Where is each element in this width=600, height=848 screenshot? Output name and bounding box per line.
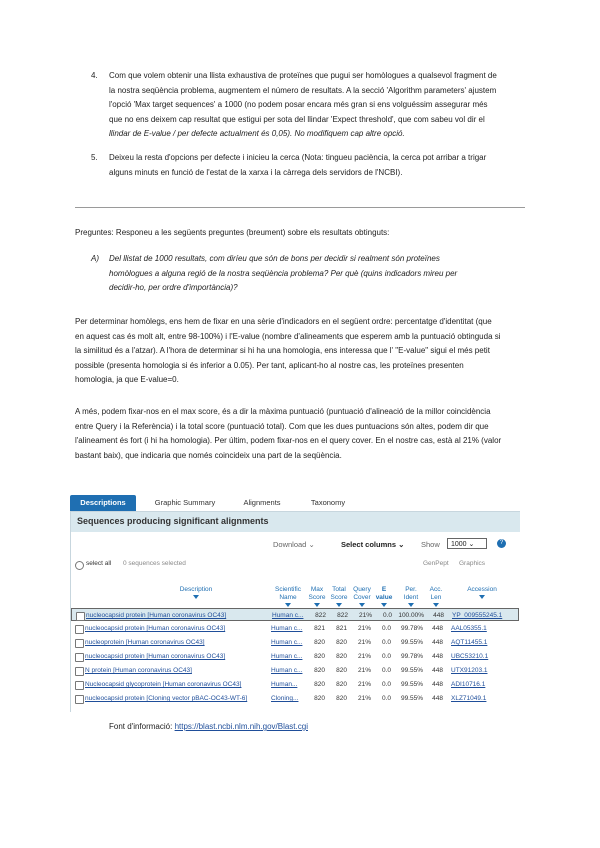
row-query-cover: 21% <box>358 612 372 619</box>
show-label: Show <box>421 540 440 549</box>
row-per-ident: 99.78% <box>400 625 423 632</box>
row-per-ident: 99.55% <box>400 667 423 674</box>
row-scientific-name[interactable]: Human c... <box>271 667 303 674</box>
questions-intro: Preguntes: Responeu a les següents preguntes (breument) sobre els resultats obtinguts: <box>75 228 390 237</box>
row-max-score: 822 <box>315 612 326 619</box>
row-description[interactable]: Nucleocapsid glycoprotein [Human coronavirus OC43] <box>85 681 242 688</box>
sort-arrow-icon <box>408 603 414 607</box>
row-scientific-name[interactable]: Human c... <box>271 653 303 660</box>
results-panel <box>70 511 520 712</box>
answer-1-line-1: Per determinar homòlegs, ens hem de fixar en una sèrie d'indicadors en el següent ordre: percentatge d'identitat (que <box>75 317 492 326</box>
select-all-checkbox[interactable] <box>75 561 84 570</box>
answer-paragraph-1 <box>75 315 525 388</box>
answer-2-line-3: l'alineament és fort (i hi ha homologia). Per últim, podem fixar-nos en el query cover. En el nostre cas, està al 21% (valor <box>75 436 502 446</box>
row-query-cover: 21% <box>357 625 371 632</box>
row-query-cover: 21% <box>357 653 371 660</box>
chevron-down-icon: ⌄ <box>468 541 475 548</box>
row-total-score: 820 <box>336 667 347 674</box>
step-5-line-1: Deixeu la resta d'opcions per defecte i inicieu la cerca (Nota: tingueu paciència, la cerca pot arribar a trigar <box>109 153 487 162</box>
row-total-score: 820 <box>336 681 347 688</box>
row-total-score: 822 <box>337 612 348 619</box>
panel-header <box>71 512 520 532</box>
answer-1-line-5: homologia, ja que E-value=0. <box>75 375 179 385</box>
row-accession[interactable]: YP_009555245.1 <box>452 612 503 619</box>
blast-results-screenshot <box>70 492 520 712</box>
column-header-per-ident[interactable] <box>399 586 423 607</box>
selected-count: 0 sequences selected <box>123 560 186 567</box>
table-row[interactable] <box>71 636 519 649</box>
row-max-score: 820 <box>314 653 325 660</box>
answer-1-line-3: la similitud és a l'atzar). A l'hora de determinar si hi ha una homologia, ens interessa que l' "E-value" sigui el més petit <box>75 346 490 356</box>
row-scientific-name[interactable]: Human c... <box>271 625 303 632</box>
row-scientific-name[interactable]: Human c... <box>271 639 303 646</box>
show-count-select[interactable] <box>447 538 487 549</box>
column-header-accession-label: Accession <box>467 586 497 593</box>
row-total-score: 821 <box>336 625 347 632</box>
row-description[interactable]: N protein [Human coronavirus OC43] <box>85 667 192 674</box>
select-columns-label: Select columns <box>341 540 397 549</box>
question-a-line-2: homòlogues a alguna regió de la nostra seqüència problema? Per què (quins indicadors mireu per <box>109 268 458 278</box>
panel-title: Sequences producing significant alignments <box>77 516 269 526</box>
row-acc-len: 448 <box>432 639 443 646</box>
row-accession[interactable]: UTX91203.1 <box>451 667 488 674</box>
row-acc-len: 448 <box>433 612 444 619</box>
section-divider <box>75 207 525 208</box>
table-row[interactable] <box>71 622 519 635</box>
question-a-line-1: Del llistat de 1000 resultats, com diríeu que són de bons per decidir si realment són proteïnes <box>109 254 440 263</box>
row-scientific-name[interactable]: Human c... <box>272 612 304 619</box>
row-accession[interactable]: AAL05355.1 <box>451 625 487 632</box>
question-a-label: A) <box>91 254 99 263</box>
column-header-acc-len[interactable] <box>427 586 445 607</box>
show-count-value: 1000 <box>451 541 467 548</box>
table-row[interactable] <box>71 650 519 663</box>
row-e-value: 0.0 <box>382 612 392 619</box>
row-query-cover: 21% <box>357 695 371 702</box>
help-icon[interactable]: ? <box>497 539 506 548</box>
sort-arrow-icon <box>433 603 439 607</box>
column-header-query-cover[interactable] <box>351 586 373 607</box>
answer-2-line-4: bastant baix), que indicaria que només coincideix una part de la seqüència. <box>75 450 342 460</box>
row-checkbox[interactable] <box>76 612 85 621</box>
answer-1-line-4: possible (presenta homologia si és inferior a 0.05). Per tant, aplicant-ho al nostre cas, les proteïnes presenten <box>75 360 464 370</box>
column-header-description-label: Description <box>179 586 213 593</box>
sort-arrow-icon <box>381 603 387 607</box>
column-header-total-score-label: Total Score <box>330 586 348 601</box>
genpept-link[interactable]: GenPept <box>423 560 449 567</box>
tab-graphic-summary[interactable]: Graphic Summary <box>154 498 216 507</box>
row-e-value: 0.0 <box>381 653 391 660</box>
row-max-score: 821 <box>314 625 325 632</box>
column-header-accession[interactable] <box>449 586 515 599</box>
row-max-score: 820 <box>314 695 325 702</box>
download-menu[interactable] <box>273 540 315 549</box>
answer-2-line-1: A més, podem fixar-nos en el max score, és a dir la màxima puntuació (puntuació d'alineació de la millor coincidència <box>75 407 491 416</box>
row-scientific-name[interactable]: Cloning... <box>271 695 299 702</box>
sort-arrow-icon <box>193 595 199 599</box>
row-acc-len: 448 <box>432 625 443 632</box>
row-max-score: 820 <box>314 667 325 674</box>
row-accession[interactable]: ADI10716.1 <box>451 681 486 688</box>
row-per-ident: 99.78% <box>400 653 423 660</box>
row-acc-len: 448 <box>432 653 443 660</box>
chevron-down-icon: ⌄ <box>398 540 405 549</box>
row-scientific-name[interactable]: Human... <box>271 681 298 688</box>
step-4-line-3: l'opció 'Max target sequences' a 1000 (no podem posar encara més gran si ens volguéssim assegurar més <box>109 100 488 110</box>
answer-paragraph-2 <box>75 405 525 463</box>
row-description[interactable]: nucleocapsid protein [Cloning vector pBAC-OC43-WT-6] <box>85 695 248 702</box>
row-e-value: 0.0 <box>381 681 391 688</box>
row-checkbox[interactable] <box>75 653 84 662</box>
row-acc-len: 448 <box>432 667 443 674</box>
select-all-label[interactable]: select all <box>86 560 112 567</box>
column-header-per-ident-label: Per. Ident <box>403 586 419 601</box>
download-label: Download <box>273 540 307 549</box>
row-query-cover: 21% <box>357 681 371 688</box>
row-accession[interactable]: UBC53210.1 <box>451 653 489 660</box>
column-header-scientific-name-label: Scientific Name <box>274 586 301 601</box>
source-footer <box>109 722 308 731</box>
row-checkbox[interactable] <box>75 681 84 690</box>
column-header-max-score-label: Max Score <box>308 586 326 601</box>
row-description[interactable]: nucleocapsid protein [Human coronavirus OC43] <box>86 612 227 619</box>
step-4-line-1: Com que volem obtenir una llista exhaustiva de proteïnes que pugui ser homòlogues a qualsevol fragment de <box>109 71 497 80</box>
sort-arrow-icon <box>314 603 320 607</box>
sort-arrow-icon <box>479 595 485 599</box>
row-per-ident: 99.55% <box>400 639 423 646</box>
tab-alignments[interactable]: Alignments <box>243 498 281 507</box>
row-max-score: 820 <box>314 681 325 688</box>
sort-arrow-icon <box>285 603 291 607</box>
results-tabs <box>70 492 520 512</box>
step-4-line-4: que no ens deixem cap resultat que estigui per sota del llindar 'Expect threshold', que com sabeu vol dir el <box>109 114 485 124</box>
row-checkbox[interactable] <box>75 625 84 634</box>
step-4-line-5: llindar de E-value / per defecte actualment és 0,05). No modifiquem cap altre opció. <box>109 129 405 139</box>
graphics-link[interactable]: Graphics <box>459 560 486 567</box>
select-columns-menu[interactable] <box>341 540 404 549</box>
row-accession[interactable]: XLZ71049.1 <box>451 695 487 702</box>
table-row[interactable] <box>71 692 519 705</box>
column-header-total-score[interactable] <box>329 586 349 607</box>
row-checkbox[interactable] <box>75 695 84 704</box>
chevron-down-icon: ⌄ <box>308 540 315 549</box>
source-label: Font d'informació: <box>109 722 173 731</box>
table-row[interactable] <box>71 664 519 677</box>
row-description[interactable]: nucleocapsid protein [Human coronavirus OC43] <box>85 653 226 660</box>
answer-1-line-2: en aquest cas és molt alt, entre 98-100%) i l'E-value (nombre d'alineaments que esperem amb la puntuació obtinguda si <box>75 331 501 341</box>
column-header-max-score[interactable] <box>307 586 327 607</box>
column-header-description[interactable] <box>151 586 241 599</box>
row-total-score: 820 <box>336 695 347 702</box>
row-e-value: 0.0 <box>381 695 391 702</box>
question-a-text <box>109 252 527 296</box>
step-5-number: 5. <box>91 153 98 162</box>
step-4-text <box>109 69 527 142</box>
step-4-number: 4. <box>91 71 98 80</box>
column-header-acc-len-label: Acc. Len <box>429 586 443 601</box>
column-header-e-value-label: E value <box>375 586 393 601</box>
row-e-value: 0.0 <box>381 639 391 646</box>
row-description[interactable]: nucleoprotein [Human coronavirus OC43] <box>85 639 205 646</box>
row-acc-len: 448 <box>432 681 443 688</box>
table-row[interactable] <box>71 608 519 621</box>
row-e-value: 0.0 <box>381 625 391 632</box>
column-header-e-value[interactable] <box>375 586 393 607</box>
source-link[interactable]: https://blast.ncbi.nlm.nih.gov/Blast.cgi <box>174 722 308 731</box>
row-checkbox[interactable] <box>75 667 84 676</box>
step-5-line-2: alguns minuts en funció de l'estat de la xarxa i la càrrega dels servidors de l'NCBI). <box>109 167 403 177</box>
row-checkbox[interactable] <box>75 639 84 648</box>
row-total-score: 820 <box>336 653 347 660</box>
answer-2-line-2: entre Query i la Referència) i la total score (puntuació total). Com que les dues puntuacions són altes, podem dir que <box>75 421 489 431</box>
column-header-query-cover-label: Query Cover <box>353 586 371 601</box>
row-per-ident: 100.00% <box>398 612 424 619</box>
row-description[interactable]: nucleocapsid protein [Human coronavirus OC43] <box>85 625 226 632</box>
row-acc-len: 448 <box>432 695 443 702</box>
row-per-ident: 99.55% <box>400 695 423 702</box>
row-accession[interactable]: AQT11455.1 <box>451 639 488 646</box>
table-row[interactable] <box>71 678 519 691</box>
tab-taxonomy[interactable]: Taxonomy <box>310 498 346 507</box>
column-header-scientific-name[interactable] <box>271 586 305 607</box>
step-5-text <box>109 151 527 180</box>
step-4-line-2: la nostra seqüència problema, augmentem el número de resultats. A la secció 'Algorithm parameters' ajustem <box>109 85 497 95</box>
row-query-cover: 21% <box>357 639 371 646</box>
row-total-score: 820 <box>336 639 347 646</box>
sort-arrow-icon <box>359 603 365 607</box>
row-e-value: 0.0 <box>381 667 391 674</box>
tab-descriptions[interactable]: Descriptions <box>70 495 136 511</box>
row-max-score: 820 <box>314 639 325 646</box>
question-a-line-3: decidir-ho, per ordre d'importància)? <box>109 283 238 293</box>
row-query-cover: 21% <box>357 667 371 674</box>
sort-arrow-icon <box>336 603 342 607</box>
row-per-ident: 99.55% <box>400 681 423 688</box>
